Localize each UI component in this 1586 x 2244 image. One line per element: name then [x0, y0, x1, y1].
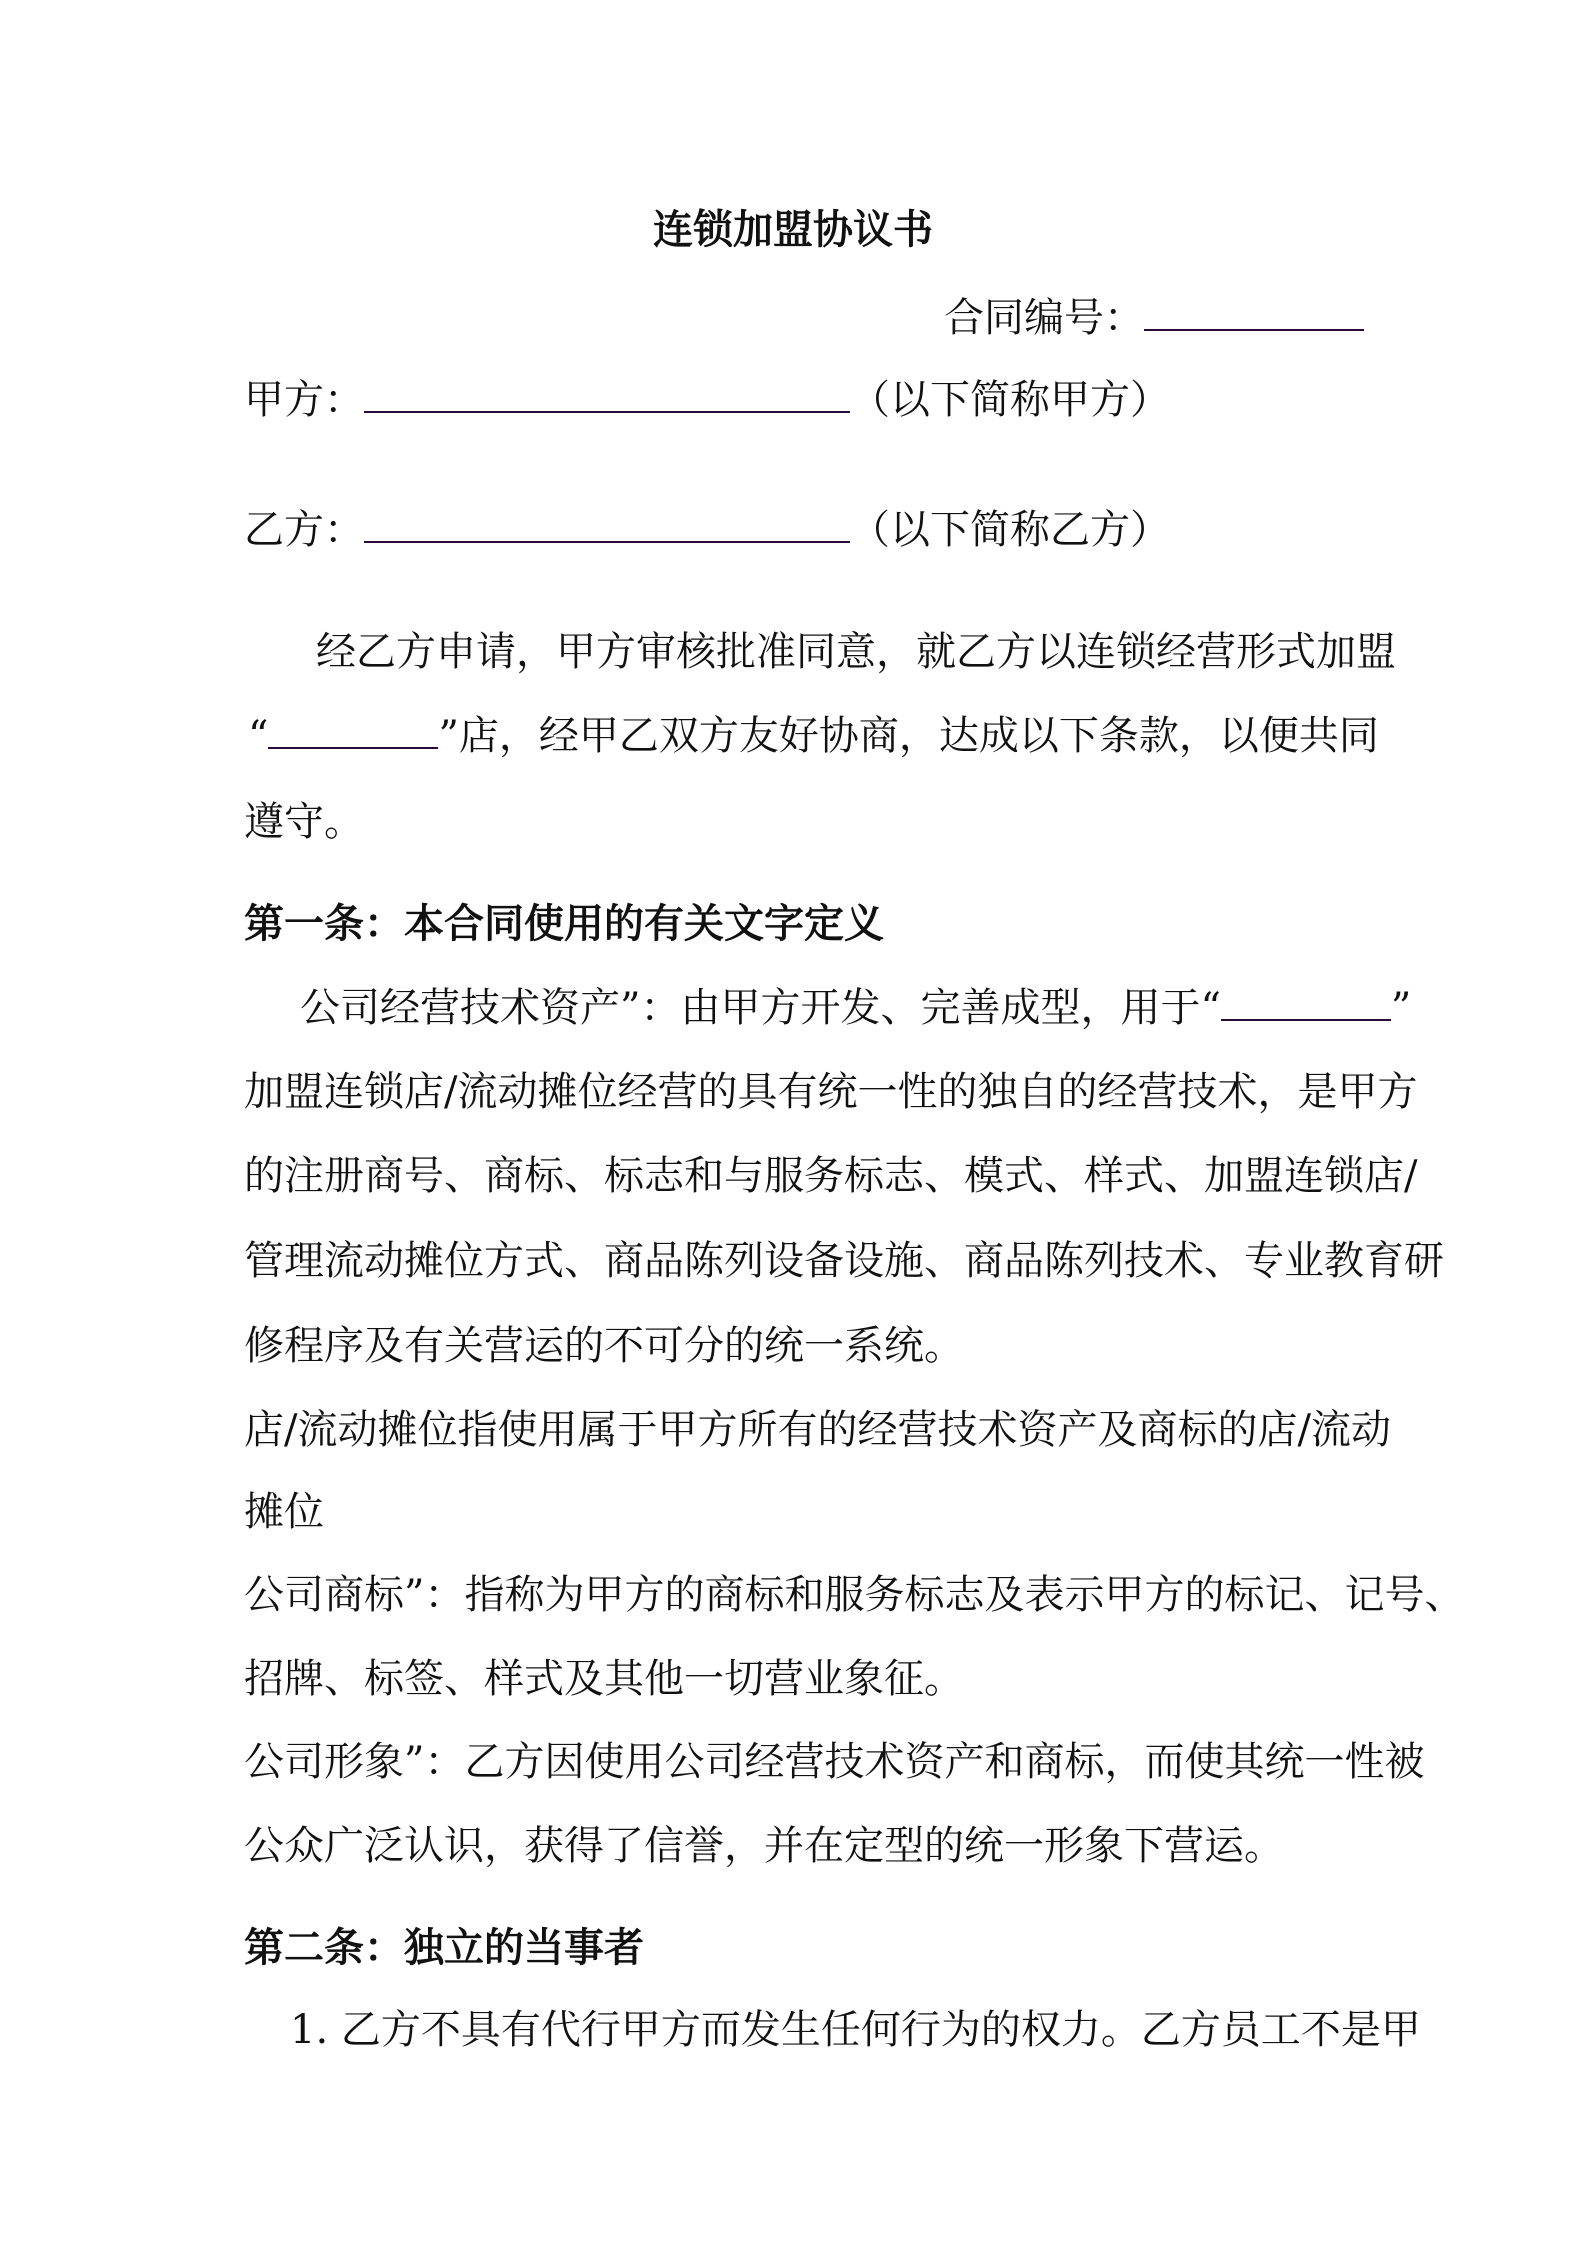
definition-3-line-1: 公司商标”：指称为甲方的商标和服务标志及表示甲方的标记、记号、 [244, 1572, 1465, 1618]
intro-line-2-rest: ”店，经甲乙双方友好协商，达成以下条款，以便共同 [438, 713, 1379, 759]
article-2-item-1: 1. 乙方不具有代行甲方而发生任何行为的权力。乙方员工不是甲 [290, 2007, 1421, 2053]
close-quote: ” [1390, 985, 1412, 1031]
party-b-blank[interactable] [364, 507, 850, 543]
definition-2-line-1: 店/流动摊位指使用属于甲方所有的经营技术资产及商标的店/流动 [244, 1407, 1391, 1453]
party-a-label: 甲方： [244, 377, 364, 423]
intro-line-3: 遵守。 [244, 799, 364, 845]
party-a-note: （以下简称甲方） [850, 377, 1170, 423]
contract-number-blank[interactable] [1144, 295, 1364, 331]
brand-name-blank[interactable] [1221, 985, 1391, 1021]
party-b-label: 乙方： [244, 507, 364, 553]
contract-number-label: 合同编号： [944, 295, 1144, 341]
intro-line-1: 经乙方申请，甲方审核批准同意，就乙方以连锁经营形式加盟 [316, 629, 1396, 675]
definition-1-line-5: 修程序及有关营运的不可分的统一系统。 [244, 1323, 964, 1369]
document-title: 连锁加盟协议书 [653, 206, 933, 253]
intro-line-2 [248, 712, 1379, 760]
definition-1-line-4: 管理流动摊位方式、商品陈列设备设施、商品陈列技术、专业教育研 [244, 1238, 1444, 1284]
definition-1-line-1 [300, 984, 1411, 1032]
open-quote: “ [248, 713, 269, 759]
party-b-note: （以下简称乙方） [850, 507, 1170, 553]
article-2-heading: 第二条：独立的当事者 [244, 1924, 644, 1971]
store-name-blank[interactable] [268, 713, 438, 749]
party-b-row [244, 506, 1170, 554]
definition-1-line-2: 加盟连锁店/流动摊位经营的具有统一性的独自的经营技术，是甲方 [244, 1069, 1418, 1115]
contract-number-row [944, 294, 1364, 342]
party-a-blank[interactable] [364, 377, 850, 413]
article-1-heading: 第一条：本合同使用的有关文字定义 [244, 900, 884, 947]
definition-4-line-1: 公司形象”：乙方因使用公司经营技术资产和商标，而使其统一性被 [244, 1739, 1425, 1785]
definition-2-line-2: 摊位 [244, 1489, 324, 1535]
definition-1-text: 公司经营技术资产”：由甲方开发、完善成型，用于“ [300, 985, 1221, 1031]
definition-1-line-3: 的注册商号、商标、标志和与服务标志、模式、样式、加盟连锁店/ [244, 1153, 1418, 1199]
party-a-row [244, 376, 1170, 424]
definition-4-line-2: 公众广泛认识，获得了信誉，并在定型的统一形象下营运。 [244, 1823, 1284, 1869]
definition-3-line-2: 招牌、标签、样式及其他一切营业象征。 [244, 1656, 964, 1702]
